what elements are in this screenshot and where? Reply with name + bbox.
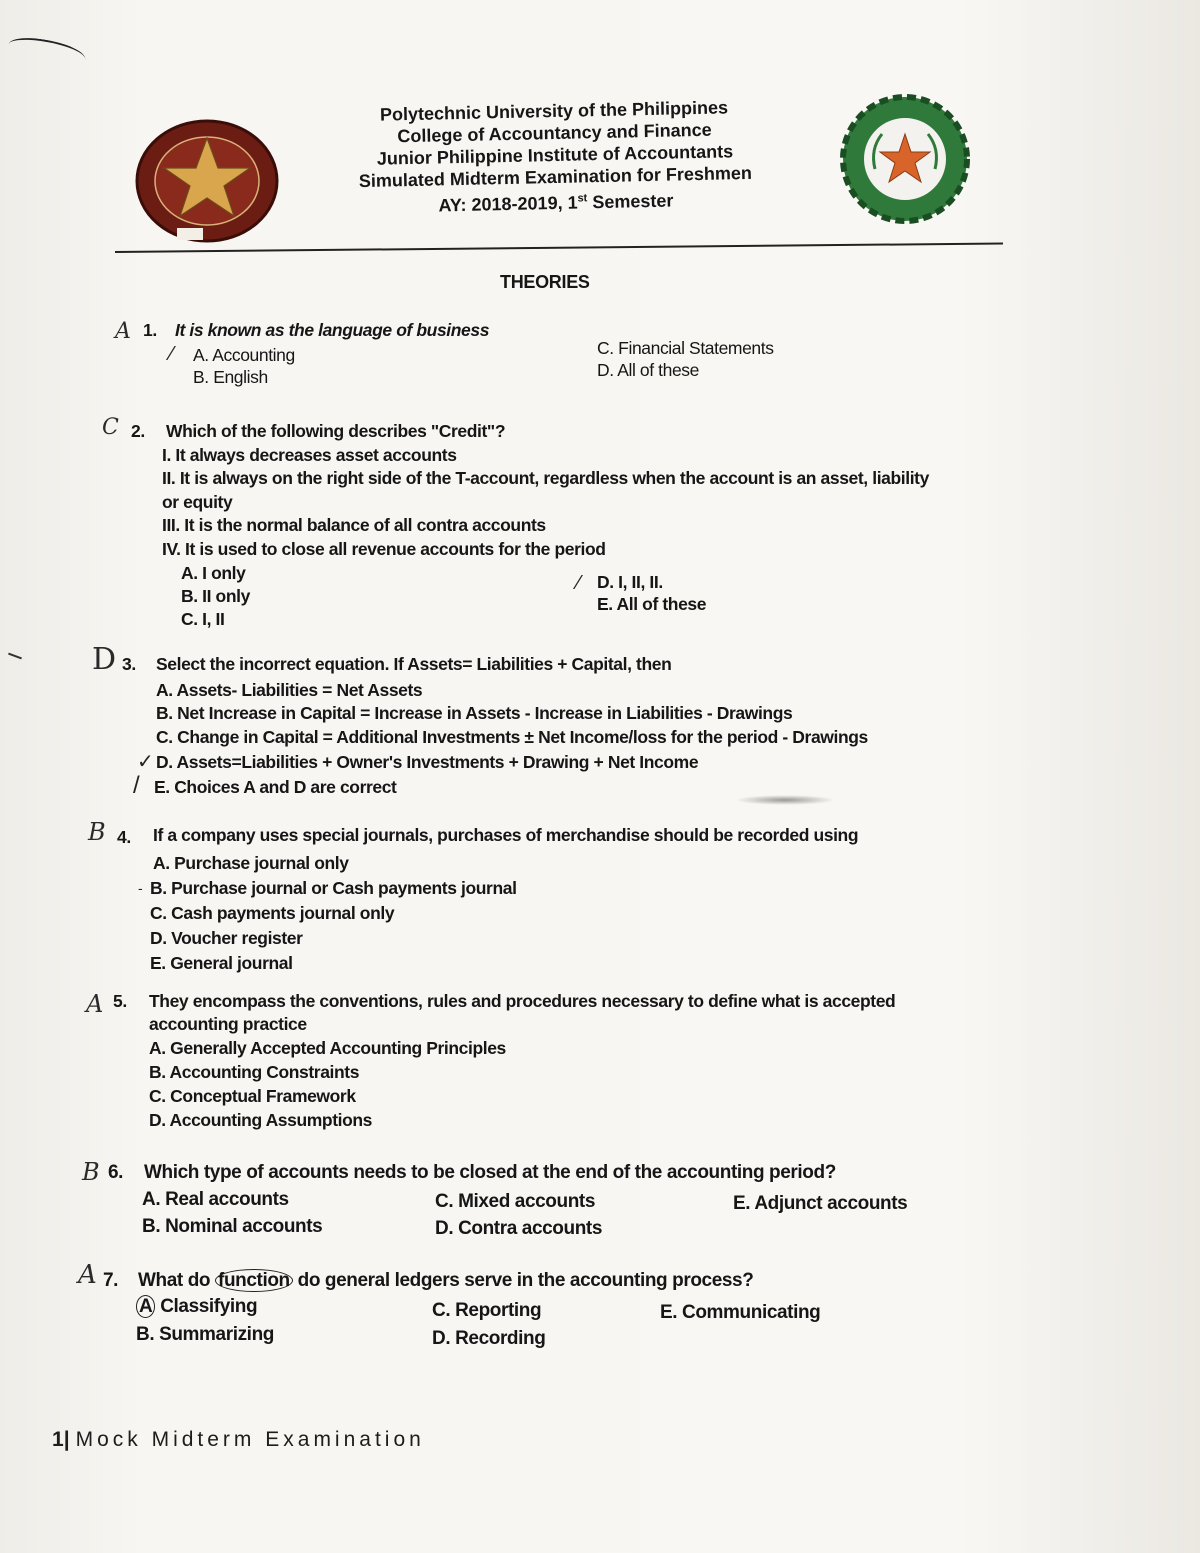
choice-b: B. Nominal accounts [142,1216,323,1237]
footer-label: Mock Midterm Examination [75,1428,425,1451]
question-number: 6. [108,1162,124,1183]
question-text: Which type of accounts needs to be closed at the end of the accounting period? [144,1162,836,1183]
check-mark: ✓ [137,751,154,773]
question-number: 3. [122,654,136,674]
choice-d: D. Assets=Liabilities + Owner's Investments + Drawing + Net Income [156,752,699,772]
choice-c: C. Reporting [432,1300,542,1321]
choice-c: C. Conceptual Framework [149,1086,356,1106]
academic-year: AY: 2018-2019, 1st Semester [438,190,674,216]
choice-a: A. Accounting [193,345,295,365]
answer-mark: A [78,1260,97,1290]
question-text: It is known as the language of business [175,320,490,340]
choice-b: B. Purchase journal or Cash payments journal [150,878,517,898]
statement-2-cont: or equity [162,492,233,512]
pen-stroke [7,35,88,70]
section-title: THEORIES [500,272,590,292]
page-number: 1 [52,1428,64,1451]
statement-2: II. It is always on the right side of the T-account, regardless when the account is an asset, liability [162,468,929,488]
question-text: Select the incorrect equation. If Assets= Liabilities + Capital, then [156,654,672,674]
circled-word: function [215,1269,293,1292]
answer-mark: A [115,319,131,344]
choice-d: D. Recording [432,1328,546,1349]
choice-b: B. English [193,367,268,387]
statement-3: III. It is the normal balance of all contra accounts [162,515,546,535]
question-number: 5. [113,991,127,1011]
check-mark: ⁄ [577,572,580,594]
choice-a: A. Purchase journal only [153,853,349,873]
statement-1: I. It always decreases asset accounts [162,445,457,465]
answer-mark: B [82,1158,100,1186]
question-number: 1. [143,320,157,340]
slash-mark: / [133,772,140,799]
choice-a: A. I only [181,563,246,583]
pen-tick [8,653,22,660]
college-name: College of Accountancy and Finance [397,119,712,147]
choice-c: C. Change in Capital = Additional Investments ± Net Income/loss for the period - Drawings [156,727,868,747]
question-text: They encompass the conventions, rules and procedures necessary to define what is accepted [149,991,896,1011]
check-mark: - [138,880,143,896]
choice-a: A. Real accounts [142,1189,289,1210]
choice-c: C. Financial Statements [597,338,774,358]
choice-c: C. Mixed accounts [435,1191,596,1212]
organization-name: Junior Philippine Institute of Accountants [376,141,734,169]
exam-title: Simulated Midterm Examination for Freshmen [358,162,753,192]
choice-e: E. Choices A and D are correct [154,777,397,797]
statement-4: IV. It is used to close all revenue accounts for the period [162,539,606,559]
footer-separator: | [63,1428,70,1451]
choice-d: D. Voucher register [150,928,303,948]
question-number: 7. [103,1270,119,1291]
choice-c: C. I, II [181,609,225,629]
question-text: If a company uses special journals, purchases of merchandise should be recorded using [153,825,859,845]
choice-e: E. All of these [597,594,707,614]
choice-d: D. Contra accounts [435,1218,602,1239]
question-number: 4. [117,827,131,847]
choice-b: B. II only [181,586,250,606]
choice-b: B. Summarizing [136,1324,274,1345]
university-name: Polytechnic University of the Philippines [379,97,729,125]
answer-mark: C [102,415,119,440]
question-text-cont: accounting practice [149,1014,307,1034]
choice-d: D. All of these [597,360,699,380]
pup-seal-icon [132,116,282,246]
choice-a: A. Generally Accepted Accounting Principles [149,1038,506,1058]
jpia-seal-icon [830,94,980,224]
choice-a: A Classifying [136,1295,257,1319]
choice-d: D. I, II, II. [597,572,663,592]
question-text: What do function do general ledgers serve in the accounting process? [138,1270,754,1291]
choice-e: E. General journal [150,953,293,973]
exam-header [319,95,791,219]
choice-e: E. Adjunct accounts [733,1193,908,1214]
choice-d: D. Accounting Assumptions [149,1110,373,1130]
choice-e: E. Communicating [660,1302,821,1323]
question-text: Which of the following describes "Credit"? [166,421,506,441]
choice-b: B. Accounting Constraints [149,1062,360,1082]
check-mark: ⁄ [170,343,173,365]
choice-b: B. Net Increase in Capital = Increase in Assets - Increase in Liabilities - Drawings [156,703,793,723]
choice-a: A. Assets- Liabilities = Net Assets [156,680,423,700]
answer-mark: A [86,990,103,1018]
answer-mark: D [92,642,116,677]
answer-mark: B [88,818,106,846]
ink-smudge [735,795,835,805]
page-footer [52,1428,425,1452]
question-number: 2. [131,421,145,441]
choice-c: C. Cash payments journal only [150,903,395,923]
